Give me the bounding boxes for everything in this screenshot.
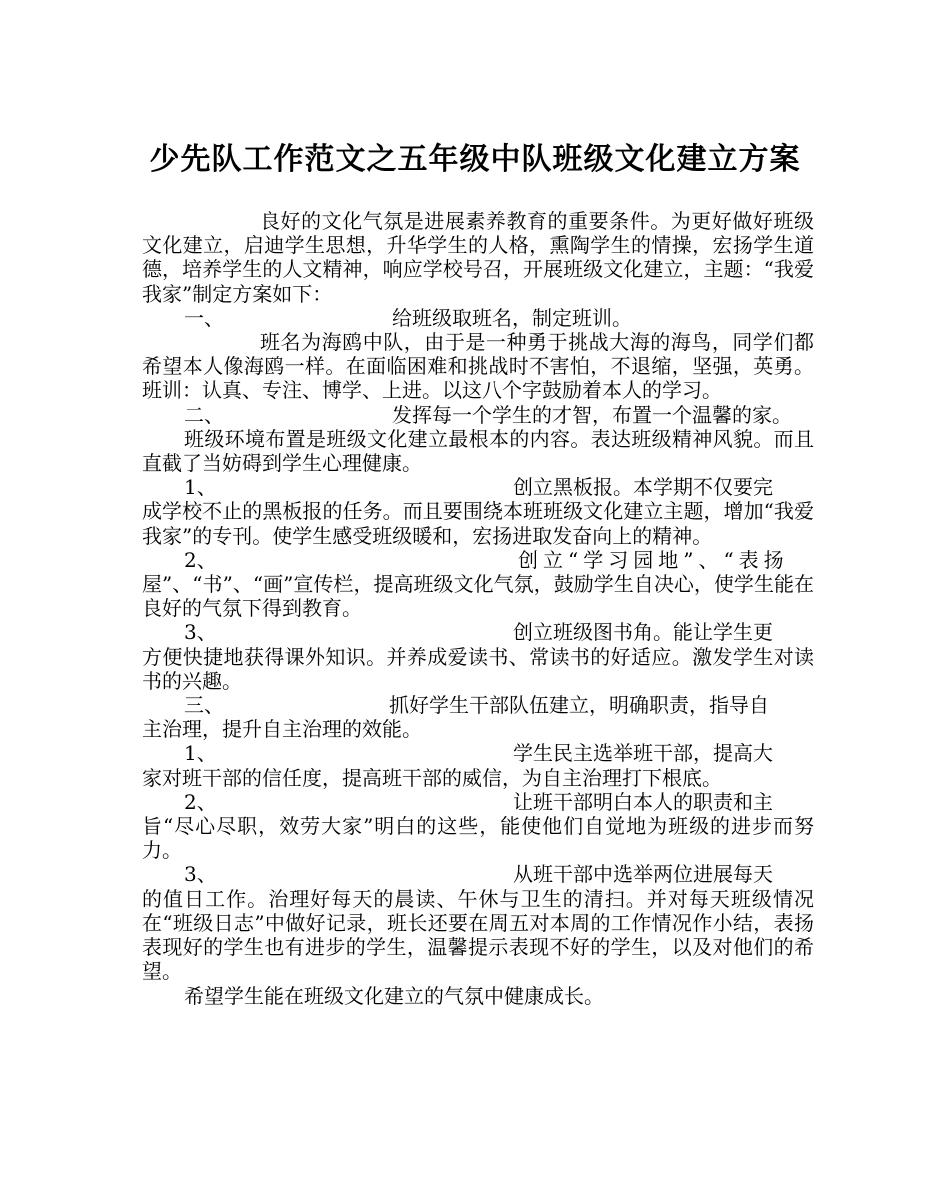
item-text: 屋”、“书”、“画”宣传栏，提高班级文化气氛，鼓励学生自决心，使学生能在良好的气氛下得到教育。	[142, 572, 814, 621]
item-number: 1、	[184, 741, 217, 766]
intro-paragraph: 良好的文化气氛是进展素养教育的重要条件。为更好做好班级文化建立，启迪学生思想，升华学生的人格，熏陶学生的情操，宏扬学生道德，培养学生的人文精神，响应学校号召，开展班级文化建立，主题：“我爱我家”制定方案如下：	[142, 209, 814, 306]
item-number: 3、	[184, 620, 217, 645]
section-2-item-3	[142, 620, 814, 693]
section-heading-text: 抓好学生干部队伍建立，明确职责，指导自	[389, 693, 769, 718]
document-body	[142, 209, 814, 1008]
document-title: 少先队工作范文之五年级中队班级文化建立方案	[149, 142, 801, 177]
section-1-heading	[142, 306, 814, 330]
item-lead-text: 创立班级图书角。能让学生更	[513, 620, 773, 645]
item-number: 1、	[184, 475, 217, 500]
section-3-heading	[142, 693, 814, 717]
section-3-item-3	[142, 862, 814, 983]
section-3-item-2	[142, 790, 814, 863]
item-lead-text: 创立黑板报。本学期不仅要完	[513, 475, 773, 500]
section-heading-text: 发挥每一个学生的才智，布置一个温馨的家。	[392, 402, 792, 427]
section-2-heading	[142, 403, 814, 427]
item-number: 2、	[184, 547, 217, 572]
item-lead-text: 让班干部明白本人的职责和主	[513, 789, 773, 814]
item-text: 旨“尽心尽职，效劳大家”明白的这些，能使他们自觉地为班级的进步而努力。	[142, 814, 814, 863]
section-2-item-1	[142, 475, 814, 548]
item-text: 成学校不止的黑板报的任务。而且要围绕本班班级文化建立主题，增加“我爱我家”的专刊。使学生感受班级暖和，宏扬进取发奋向上的精神。	[142, 499, 814, 548]
item-number: 2、	[184, 789, 217, 814]
section-number: 二、	[184, 402, 224, 427]
section-2-item-2	[142, 548, 814, 621]
item-lead-text: 创立“学习园地”、“表扬	[518, 547, 789, 572]
section-number: 一、	[184, 305, 224, 330]
section-1-paragraph: 班名为海鸥中队，由于是一种勇于挑战大海的海鸟，同学们都希望本人像海鸥一样。在面临困难和挑战时不害怕，不退缩，坚强，英勇。班训：认真、专注、博学、上进。以这八个字鼓励着本人的学习。	[142, 330, 814, 403]
section-heading-text: 给班级取班名，制定班训。	[392, 305, 632, 330]
section-2-paragraph: 班级环境布置是班级文化建立最根本的内容。表达班级精神风貌。而且直截了当妨碍到学生心理健康。	[142, 426, 814, 476]
item-lead-text: 学生民主选举班干部，提高大	[513, 741, 773, 766]
item-number: 3、	[184, 862, 217, 887]
item-text: 方便快捷地获得课外知识。并养成爱读书、常读书的好适应。激发学生对读书的兴趣。	[142, 644, 814, 693]
section-3-heading-continued: 主治理，提升自主治理的效能。	[142, 717, 422, 742]
section-number: 三、	[184, 693, 224, 718]
item-text: 家对班干部的信任度，提高班干部的威信，为自主治理打下根底。	[142, 765, 722, 790]
item-text: 的值日工作。治理好每天的晨读、午休与卫生的清扫。并对每天班级情况在“班级日志”中做好记录，班长还要在周五对本周的工作情况作小结，表扬表现好的学生也有进步的学生，温馨提示表现不好的学生，以及对他们的希望。	[142, 886, 814, 984]
closing-paragraph: 希望学生能在班级文化建立的气氛中健康成长。	[184, 983, 604, 1008]
section-3-item-1	[142, 741, 814, 789]
item-lead-text: 从班干部中选举两位进展每天	[513, 862, 773, 887]
